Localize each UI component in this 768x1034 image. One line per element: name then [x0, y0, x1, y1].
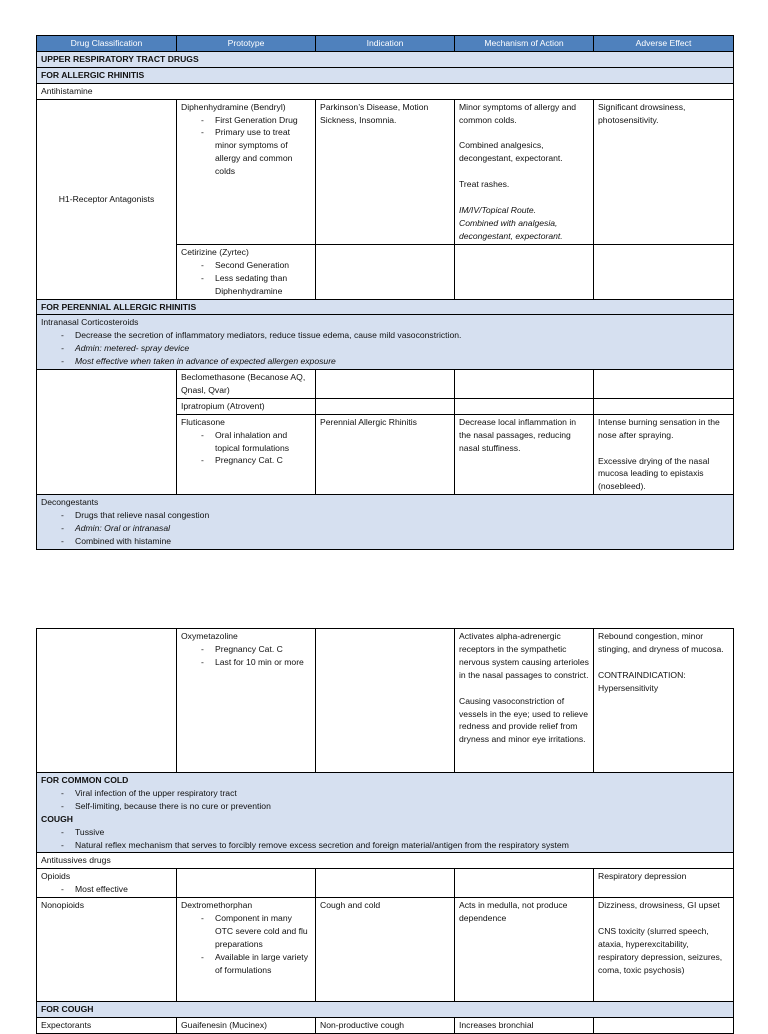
- moa-text: Causing vasoconstriction of vessels in the eye; used to relieve redness and provide relief from dryness and minor eye irritations.: [459, 695, 588, 745]
- header-mechanism: Mechanism of Action: [455, 36, 594, 52]
- prototype-name: Cetirizine (Zyrtec): [181, 246, 249, 257]
- adverse-text: Rebound congestion, minor stinging, and dryness of mucosa.: [598, 631, 724, 654]
- subsection-antitussives: Antitussives drugs: [37, 853, 734, 869]
- indication-guaifenesin: Non-productive cough: [316, 1018, 455, 1034]
- table-row: [37, 898, 734, 1002]
- empty-cell: [316, 398, 455, 414]
- empty-cell: [177, 869, 316, 898]
- adverse-dextromethorphan: [594, 898, 734, 1002]
- list-item: - Most effective: [61, 883, 172, 896]
- list-item: - Natural reflex mechanism that serves to forcibly remove excess secretion and foreign material/antigen from the respiratory system: [61, 839, 729, 852]
- prototype-name: Diphenhydramine (Bendryl): [181, 101, 286, 112]
- class-opioids: [37, 869, 177, 898]
- adverse-text: Intense burning sensation in the nose after spraying.: [598, 416, 720, 440]
- h1-receptor-antagonists: H1-Receptor Antagonists: [37, 99, 177, 299]
- list-item: - Admin: metered- spray device: [61, 342, 729, 355]
- empty-cell: [594, 370, 734, 399]
- header-drug-classification: Drug Classification: [37, 36, 177, 52]
- section-allergic-rhinitis: FOR ALLERGIC RHINITIS: [37, 67, 734, 83]
- prototype-dextromethorphan: [177, 898, 316, 1002]
- subsection-antihistamine: Antihistamine: [37, 83, 734, 99]
- moa-text: IM/IV/Topical Route.: [459, 205, 537, 216]
- empty-cell: [37, 629, 177, 773]
- empty-cell: [594, 244, 734, 299]
- list-item: - Viral infection of the upper respiratory tract: [61, 787, 729, 800]
- moa-oxymetazoline: [455, 629, 594, 773]
- empty-cell: [594, 1018, 734, 1034]
- list-item: - Oral inhalation and topical formulations: [201, 429, 311, 455]
- section-common-cold: FOR COMMON COLD: [41, 775, 129, 785]
- table-header-row: [37, 36, 734, 52]
- moa-guaifenesin: Increases bronchial: [455, 1018, 594, 1034]
- empty-cell: [316, 244, 455, 299]
- class-nonopioids: Nonopioids: [37, 898, 177, 1002]
- moa-fluticasone: Decrease local inflammation in the nasal passages, reducing nasal stuffiness.: [455, 414, 594, 495]
- list-item: - Admin: Oral or intranasal: [61, 522, 729, 535]
- table-row: [37, 1018, 734, 1034]
- prototype-diphenhydramine: [177, 99, 316, 244]
- adverse-oxymetazoline: [594, 629, 734, 773]
- empty-cell: [455, 869, 594, 898]
- prototype-oxymetazoline: [177, 629, 316, 773]
- prototype-ipratropium: Ipratropium (Atrovent): [177, 398, 316, 414]
- empty-cell: [316, 370, 455, 399]
- list-item: - Pregnancy Cat. C: [201, 454, 311, 467]
- adverse-opioids: Respiratory depression: [594, 869, 734, 898]
- prototype-cetirizine: [177, 244, 316, 299]
- indication-dextromethorphan: Cough and cold: [316, 898, 455, 1002]
- adverse-diphenhydramine: Significant drowsiness, photosensitivity.: [594, 99, 734, 244]
- empty-cell: [455, 244, 594, 299]
- empty-cell: [316, 869, 455, 898]
- prototype-name: Dextromethorphan: [181, 900, 253, 911]
- list-item: - Drugs that relieve nasal congestion: [61, 509, 729, 522]
- moa-diphenhydramine: [455, 99, 594, 244]
- section-for-cough: FOR COUGH: [37, 1002, 734, 1018]
- table-row: [37, 869, 734, 898]
- drug-table-page-2: [36, 628, 734, 1034]
- table-row: [37, 629, 734, 773]
- table-row: [37, 370, 734, 399]
- indication-fluticasone: Perennial Allergic Rhinitis: [316, 414, 455, 495]
- prototype-name: Fluticasone: [181, 416, 225, 427]
- decongestants: [37, 495, 734, 550]
- list-item: - Primary use to treat minor symptoms of allergy and common colds: [201, 126, 311, 178]
- moa-text: Combined analgesics, decongestant, expectorant.: [459, 140, 563, 164]
- list-item: - Component in many OTC severe cold and flu preparations: [201, 912, 311, 951]
- list-item: - Decrease the secretion of inflammatory mediators, reduce tissue edema, cause mild vasoconstriction.: [61, 329, 729, 342]
- empty-cell: [455, 370, 594, 399]
- intranasal-corticosteroids: [37, 315, 734, 370]
- list-item: - Available in large variety of formulations: [201, 951, 311, 977]
- list-item: - Pregnancy Cat. C: [201, 643, 311, 656]
- moa-text: Treat rashes.: [459, 179, 510, 190]
- prototype-beclomethasone: Beclomethasone (Becanose AQ, Qnasl, Qvar): [177, 370, 316, 399]
- table-row: [37, 99, 734, 244]
- prototype-fluticasone: [177, 414, 316, 495]
- adverse-text: CNS toxicity (slurred speech, ataxia, hyperexcitability, respiratory depression, seizures, coma, toxic psychosis): [598, 926, 723, 975]
- empty-cell: [594, 398, 734, 414]
- header-indication: Indication: [316, 36, 455, 52]
- drug-table-page-1: [36, 35, 734, 550]
- prototype-name: Oxymetazoline: [181, 631, 238, 641]
- moa-text: Combined with analgesia, decongestant, expectorant.: [459, 218, 563, 241]
- subsection-title: Intranasal Corticosteroids: [41, 317, 139, 328]
- header-prototype: Prototype: [177, 36, 316, 52]
- list-item: - Second Generation: [201, 259, 311, 272]
- list-item: - Most effective when taken in advance of expected allergen exposure: [61, 355, 729, 368]
- prototype-guaifenesin: Guaifenesin (Mucinex): [177, 1018, 316, 1034]
- moa-text: Minor symptoms of allergy and common colds.: [459, 101, 577, 125]
- common-cold-cough-section: [37, 773, 734, 853]
- empty-cell: [316, 629, 455, 773]
- list-item: - Tussive: [61, 826, 729, 839]
- list-item: - Less sedating than Diphenhydramine: [201, 272, 311, 298]
- empty-cell: [455, 398, 594, 414]
- list-item: - First Generation Drug: [201, 114, 311, 127]
- adverse-text: Excessive drying of the nasal mucosa leading to epistaxis (nosebleed).: [598, 455, 710, 492]
- section-upper-respiratory: UPPER RESPIRATORY TRACT DRUGS: [37, 51, 734, 67]
- adverse-text: Dizziness, drowsiness, GI upset: [598, 900, 720, 911]
- section-perennial-rhinitis: FOR PERENNIAL ALLERGIC RHINITIS: [37, 299, 734, 315]
- section-cough: COUGH: [41, 813, 73, 824]
- header-adverse-effect: Adverse Effect: [594, 36, 734, 52]
- empty-cell: [37, 370, 177, 495]
- moa-text: Activates alpha-adrenergic receptors in the sympathetic nervous system causing arterioles in the nasal passages to constrict.: [459, 631, 589, 680]
- adverse-fluticasone: [594, 414, 734, 495]
- adverse-text: CONTRAINDICATION: Hypersensitivity: [598, 669, 686, 693]
- subsection-title: Decongestants: [41, 497, 99, 508]
- class-name: Opioids: [41, 871, 71, 882]
- class-expectorants: Expectorants: [37, 1018, 177, 1034]
- list-item: - Self-limiting, because there is no cure or prevention: [61, 800, 729, 813]
- indication-diphenhydramine: Parkinson’s Disease, Motion Sickness, Insomnia.: [316, 99, 455, 244]
- list-item: - Last for 10 min or more: [201, 656, 311, 669]
- list-item: - Combined with histamine: [61, 535, 729, 548]
- moa-dextromethorphan: Acts in medulla, not produce dependence: [455, 898, 594, 1002]
